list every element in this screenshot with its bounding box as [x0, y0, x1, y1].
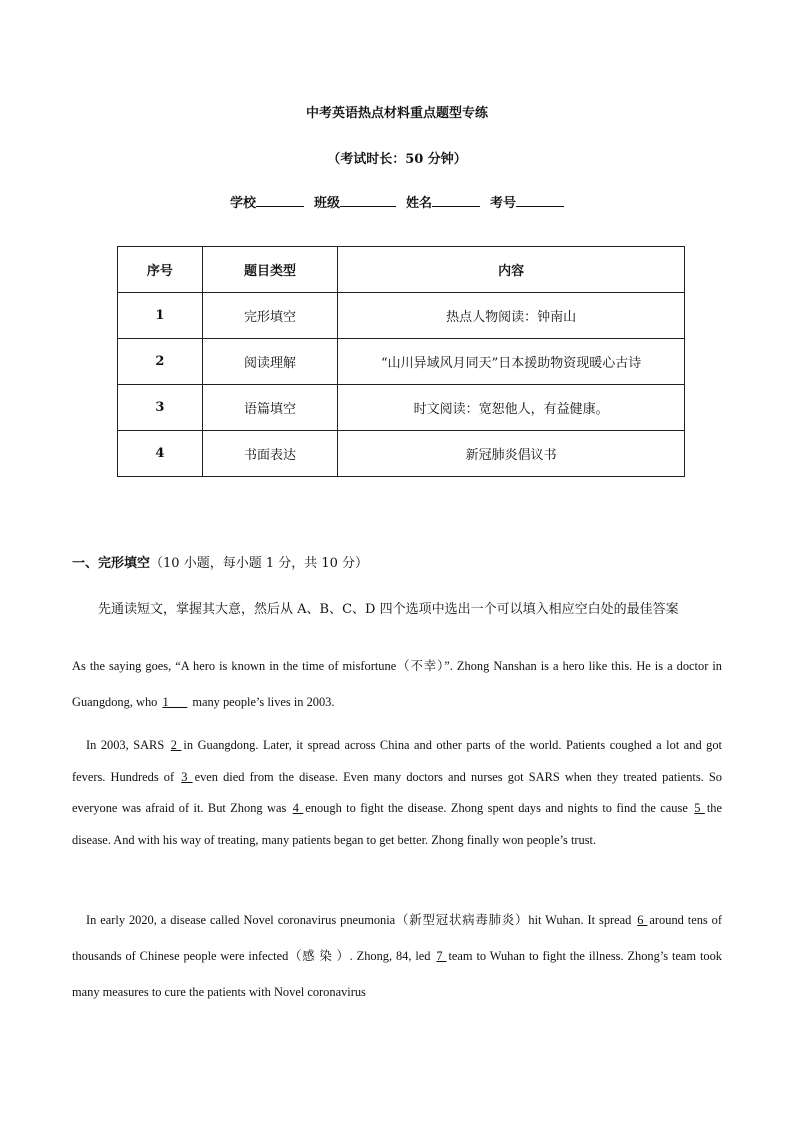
row-type: 完形填空: [202, 293, 338, 339]
table-row: [118, 431, 685, 477]
field-school[interactable]: [230, 192, 304, 211]
row-content: 时文阅读：宽恕他人，有益健康。: [338, 385, 685, 431]
field-class-label: 班级: [313, 196, 340, 211]
table-row: [118, 385, 685, 431]
field-school-label: 学校: [229, 196, 256, 211]
blank-7[interactable]: 7: [436, 949, 447, 963]
passage-text: In 2003, SARS: [86, 738, 169, 752]
field-id-label: 考号: [490, 196, 517, 211]
blank-3[interactable]: 3: [181, 769, 193, 784]
blank-5[interactable]: 5: [694, 801, 705, 815]
passage-paragraph-3: [72, 902, 722, 1010]
field-id-line[interactable]: [516, 193, 564, 207]
section-score-note: （10 小题，每小题 1 分，共 10 分）: [150, 556, 369, 571]
passage-text: team to Wuhan to fight the illness. Zhong’s team took many measures to cure the patients with Novel coronavirus: [72, 949, 722, 999]
section-title: 一、完形填空: [72, 556, 151, 571]
passage-text: the disease. And with his way of treating, many patients began to get better. Zhong finally won people’s trust.: [72, 801, 722, 847]
table-row: [118, 293, 685, 339]
passage-text: many people’s lives in 2003.: [189, 695, 335, 709]
passage-text: in Guangdong. Later, it spread across China and other parts of the world. Patients coughed a lot and got fevers. Hundreds of: [72, 738, 722, 784]
passage-text: In early 2020, a disease called Novel coronavirus pneumonia（新型冠状病毒肺炎）hit Wuhan. It spread: [86, 913, 636, 927]
row-number: 1: [118, 293, 203, 339]
student-info-fields: [0, 192, 794, 211]
section-heading: [72, 552, 368, 571]
passage-paragraph-1: [72, 648, 722, 720]
header-number: 序号: [118, 247, 203, 293]
field-name[interactable]: [406, 192, 480, 211]
exam-duration: （考试时长：50 分钟）: [327, 152, 467, 167]
header-content: 内容: [338, 247, 685, 293]
passage-text: enough to fight the disease. Zhong spent days and nights to find the cause: [305, 801, 693, 815]
row-content: 新冠肺炎倡议书: [338, 431, 685, 477]
section-instruction: 先通读短文，掌握其大意，然后从 A、B、C、D 四个选项中选出一个可以填入相应空白处的最佳答案: [98, 602, 679, 617]
table-header-row: [118, 247, 685, 293]
passage-text: around tens of thousands of Chinese people were infected（感 染 ）. Zhong, 84, led: [72, 913, 722, 963]
row-number: 2: [118, 339, 203, 385]
row-type: 书面表达: [202, 431, 338, 477]
passage-text: As the saying goes, “A hero is known in the time of misfortune（不幸）”. Zhong Nanshan is a hero like this. He is a doctor in Guangdong, who: [72, 659, 722, 709]
row-type: 阅读理解: [202, 339, 338, 385]
row-number: 4: [118, 431, 203, 477]
row-content: “山川异域风月同天”日本援助物资现暖心古诗: [338, 339, 685, 385]
blank-4[interactable]: 4: [292, 801, 304, 815]
field-class[interactable]: [314, 192, 396, 211]
question-type-table: [117, 246, 685, 477]
row-number: 3: [118, 385, 203, 431]
field-school-line[interactable]: [256, 193, 304, 207]
field-class-line[interactable]: [340, 193, 396, 207]
blank-6[interactable]: 6: [637, 913, 648, 927]
blank-2[interactable]: 2: [170, 738, 182, 752]
exam-title: 中考英语热点材料重点题型专练: [305, 106, 488, 121]
table-row: [118, 339, 685, 385]
row-content: 热点人物阅读：钟南山: [338, 293, 685, 339]
passage-text: even died from the disease. Even many doctors and nurses got SARS when they treated patients. So everyone was afraid of it. But Zhong was: [72, 769, 722, 815]
blank-1[interactable]: 1___: [162, 695, 188, 709]
field-name-line[interactable]: [432, 193, 480, 207]
passage-paragraph-2: [72, 730, 722, 856]
header-type: 题目类型: [202, 247, 338, 293]
field-id[interactable]: [490, 192, 564, 211]
field-name-label: 姓名: [406, 196, 433, 211]
row-type: 语篇填空: [202, 385, 338, 431]
